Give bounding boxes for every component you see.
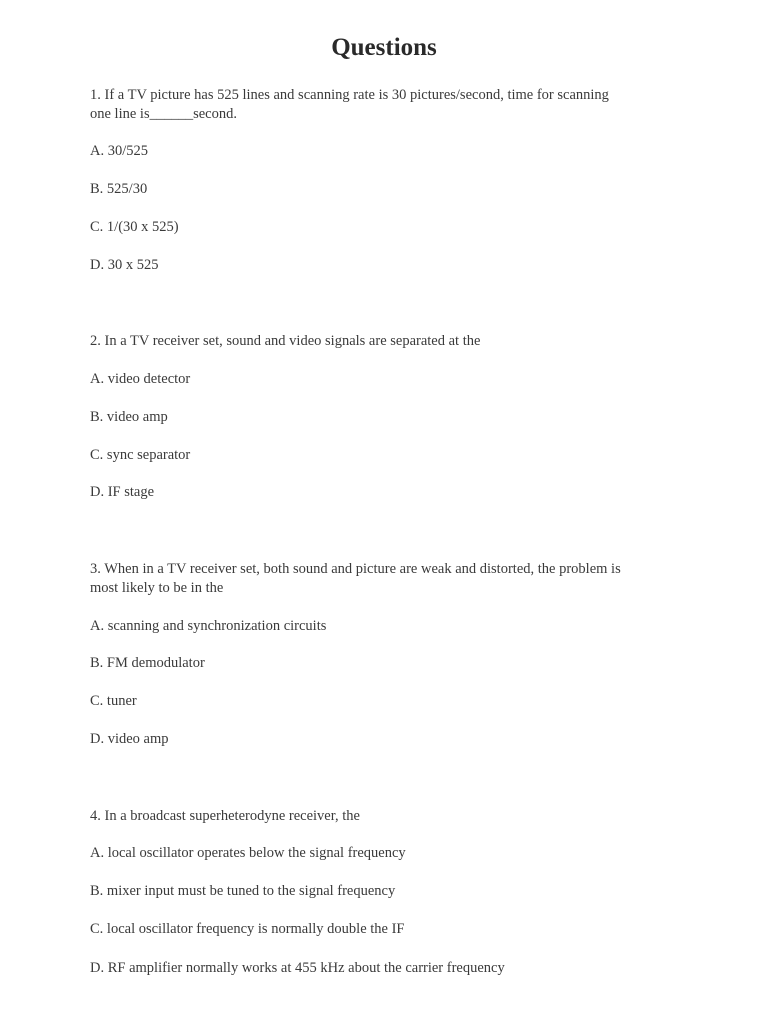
question-1-stem-line-2: one line is______second. (90, 106, 237, 122)
page-title: Questions (331, 34, 437, 61)
question-2-option-a: A. video detector (90, 371, 191, 387)
question-3-option-c: C. tuner (90, 693, 137, 709)
question-3-option-a: A. scanning and synchronization circuits (90, 618, 327, 634)
question-4-option-d: D. RF amplifier normally works at 455 kHz about the carrier frequency (90, 960, 505, 976)
question-4-option-a: A. local oscillator operates below the signal frequency (90, 845, 406, 861)
question-3-stem-line-2: most likely to be in the (90, 580, 224, 596)
question-1-option-a: A. 30/525 (90, 143, 148, 159)
question-4-stem-line-1: 4. In a broadcast superheterodyne receiver, the (90, 808, 360, 824)
question-2-option-d: D. IF stage (90, 484, 155, 500)
question-4-option-b: B. mixer input must be tuned to the signal frequency (90, 883, 396, 899)
question-1-option-c: C. 1/(30 x 525) (90, 219, 179, 235)
question-1-option-b: B. 525/30 (90, 181, 148, 197)
question-3-option-b: B. FM demodulator (90, 655, 205, 671)
question-1-stem-line-1: 1. If a TV picture has 525 lines and scanning rate is 30 pictures/second, time for scanning (90, 87, 609, 103)
question-3-stem-line-1: 3. When in a TV receiver set, both sound and picture are weak and distorted, the problem is (90, 561, 621, 577)
question-2-stem-line-1: 2. In a TV receiver set, sound and video signals are separated at the (90, 333, 481, 349)
question-1-option-d: D. 30 x 525 (90, 257, 159, 273)
question-3-option-d: D. video amp (90, 731, 169, 747)
question-2-option-b: B. video amp (90, 409, 168, 425)
question-4-option-c: C. local oscillator frequency is normally double the IF (90, 921, 405, 937)
question-2-option-c: C. sync separator (90, 447, 191, 463)
